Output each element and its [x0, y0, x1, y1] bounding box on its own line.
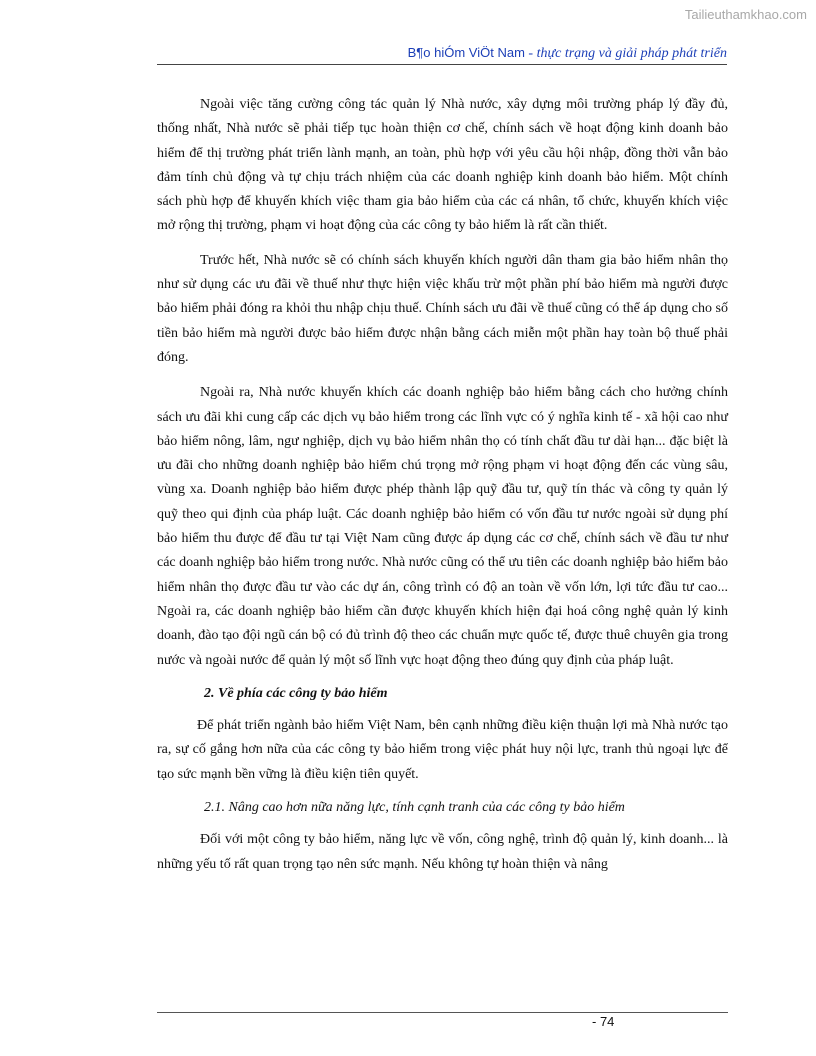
section-heading: 2. Về phía các công ty bảo hiểm	[204, 685, 388, 701]
header-subtitle: - thực trạng và giải pháp phát triển	[524, 46, 727, 61]
footer-divider	[157, 1012, 728, 1013]
paragraph-4: Để phát triển ngành bảo hiểm Việt Nam, bên cạnh những điều kiện thuận lợi mà Nhà nước tạo ra, sự cố gắng hơn nữa của các công ty bảo hiểm trong việc phát huy nội lực, tranh thủ ngoại lực để tạo sức mạnh bền vững là điều kiện tiên quyết.	[157, 718, 728, 782]
paragraph-2: Trước hết, Nhà nước sẽ có chính sách khuyến khích người dân tham gia bảo hiểm nhân thọ như sử dụng các ưu đãi về thuế như thực hiện việc khấu trừ một phần phí bảo hiểm mà người được bảo hiểm phải đóng ra khỏi thu nhập chịu thuế. Chính sách ưu đãi về thuế cũng có thể áp dụng cho số tiền bảo hiểm mà người được bảo hiểm được nhận bằng cách miễn một phần hay toàn bộ thuế phải đóng.	[157, 252, 728, 365]
header-title: B¶o hiÓm ViÖt Nam	[407, 45, 525, 60]
paragraph-1: Ngoài việc tăng cường công tác quản lý Nhà nước, xây dựng môi trường pháp lý đầy đủ, thống nhất, Nhà nước sẽ phải tiếp tục hoàn thiện cơ chế, chính sách về hoạt động kinh doanh bảo hiểm để thị trường phát triển lành mạnh, an toàn, phù hợp với yêu cầu hội nhập, đồng thời vẫn bảo đảm tính chủ động và tự chịu trách nhiệm của các doanh nghiệp kinh doanh bảo hiểm. Một chính sách phù hợp để khuyến khích việc tham gia bảo hiểm của các cá nhân, tổ chức, khuyến khích việc mở rộng thị trường, phạm vi hoạt động của các công ty bảo hiểm là rất cần thiết.	[157, 97, 728, 234]
running-header	[157, 45, 727, 65]
watermark-text: Tailieuthamkhao.com	[684, 7, 807, 22]
page-number: - 74	[592, 1014, 615, 1029]
paragraph-5: Đối với một công ty bảo hiểm, năng lực về vốn, công nghệ, trình độ quản lý, kinh doanh... là những yếu tố rất quan trọng tạo nên sức mạnh. Nếu không tự hoàn thiện và nâng	[157, 832, 728, 872]
paragraph-3: Ngoài ra, Nhà nước khuyến khích các doanh nghiệp bảo hiểm bằng cách cho hưởng chính sách ưu đãi khi cung cấp các dịch vụ bảo hiểm trong các lĩnh vực có ý nghĩa kinh tế - xã hội cao như bảo hiểm nông, lâm, ngư nghiệp, dịch vụ bảo hiểm nhân thọ có tính chất đầu tư dài hạn... đặc biệt là ưu đãi cho những doanh nghiệp bảo hiểm chú trọng mở rộng phạm vi hoạt động đến các vùng sâu, vùng xa. Doanh nghiệp bảo hiểm được phép thành lập quỹ đầu tư, quỹ tín thác và công ty quản lý quỹ theo qui định của pháp luật. Các doanh nghiệp bảo hiểm có vốn đầu tư nước ngoài sử dụng phí bảo hiểm thu được để đầu tư tại Việt Nam cũng được áp dụng các cơ chế, chính sách về đầu tư như các doanh nghiệp bảo hiểm trong nước. Nhà nước cũng có thể ưu tiên các doanh nghiệp bảo hiểm bảo hiểm nhân thọ được đầu tư vào các dự án, công trình có độ an toàn về vốn lớn, lợi tức đầu tư cao... Ngoài ra, các doanh nghiệp bảo hiểm cần được khuyến khích hiện đại hoá công nghệ quản lý kinh doanh, đào tạo đội ngũ cán bộ có đủ trình độ theo các chuẩn mực quốc tế, được thuê chuyên gia trong nước và ngoài nước để quản lý một số lĩnh vực hoạt động theo đúng quy định của pháp luật.	[157, 385, 728, 668]
page-body	[157, 93, 728, 877]
subsection-heading: 2.1. Nâng cao hơn nữa năng lực, tính cạnh tranh của các công ty bảo hiểm	[204, 800, 625, 816]
